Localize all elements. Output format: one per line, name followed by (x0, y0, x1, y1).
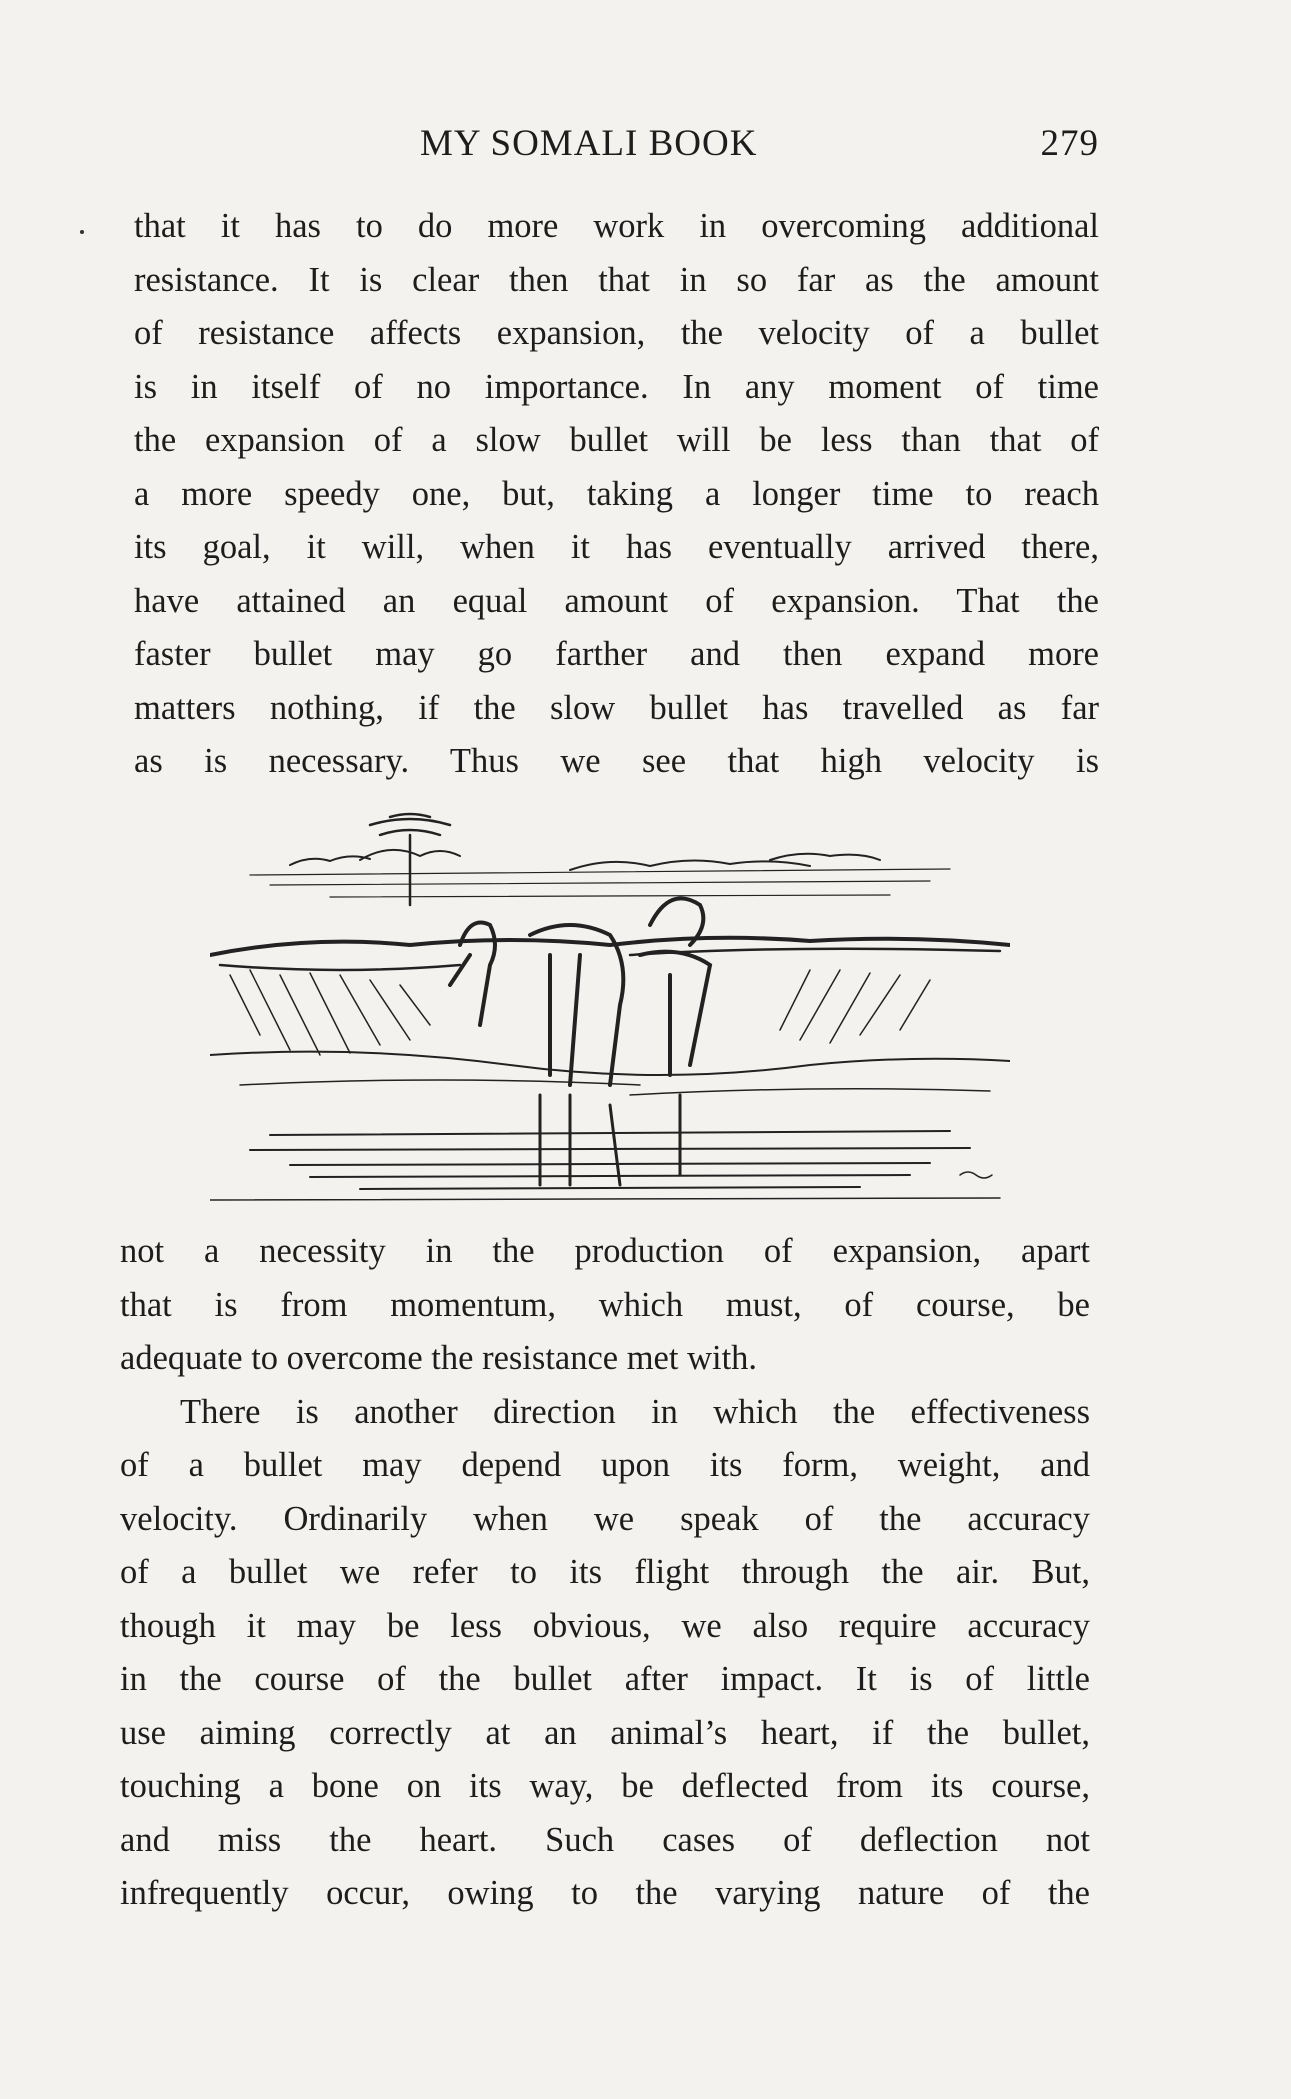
engraving-illustration (210, 805, 1010, 1205)
text-line: not a necessity in the production of expansion, apart (120, 1232, 1090, 1270)
text-line: its goal, it will, when it has eventually arrived there, (134, 528, 1099, 566)
text-line: that is from momentum, which must, of course, be (120, 1285, 1090, 1324)
text-line: of a bullet may depend upon its form, weight, and (120, 1446, 1090, 1484)
paragraph-body (120, 1225, 1090, 1921)
text-line: in the course of the bullet after impact. It is of little (120, 1660, 1090, 1698)
text-line: of a bullet we refer to its flight through the air. But, (120, 1553, 1090, 1591)
margin-mark (80, 230, 84, 234)
running-header (132, 122, 1099, 170)
text-line: have attained an equal amount of expansion. That the (134, 581, 1099, 620)
paragraph-continued (134, 200, 1099, 789)
text-line: velocity. Ordinarily when we speak of the accuracy (120, 1499, 1090, 1538)
text-line: matters nothing, if the slow bullet has travelled as far (134, 688, 1099, 727)
text-line: that it has to do more work in overcoming additional (134, 207, 1099, 245)
text-line: adequate to overcome the resistance met with. (120, 1339, 758, 1377)
text-line: as is necessary. Thus we see that high velocity is (134, 742, 1099, 780)
text-line: infrequently occur, owing to the varying nature of the (120, 1874, 1090, 1912)
text-line: of resistance affects expansion, the velocity of a bullet (134, 314, 1099, 352)
text-line: touching a bone on its way, be deflected from its course, (120, 1767, 1090, 1805)
text-line: the expansion of a slow bullet will be less than that of (134, 421, 1099, 459)
text-line: There is another direction in which the effectiveness (180, 1392, 1090, 1431)
text-line: use aiming correctly at an animal’s heart, if the bullet, (120, 1713, 1090, 1752)
text-line: faster bullet may go farther and then expand more (134, 635, 1099, 673)
text-line: is in itself of no importance. In any moment of time (134, 367, 1099, 406)
text-line: a more speedy one, but, taking a longer time to reach (134, 474, 1099, 513)
text-line: and miss the heart. Such cases of deflection not (120, 1820, 1090, 1859)
page-number: 279 (1040, 123, 1099, 164)
running-title: MY SOMALI BOOK (420, 123, 758, 164)
text-line: resistance. It is clear then that in so far as the amount (134, 260, 1099, 299)
text-line: though it may be less obvious, we also require accuracy (120, 1606, 1090, 1645)
